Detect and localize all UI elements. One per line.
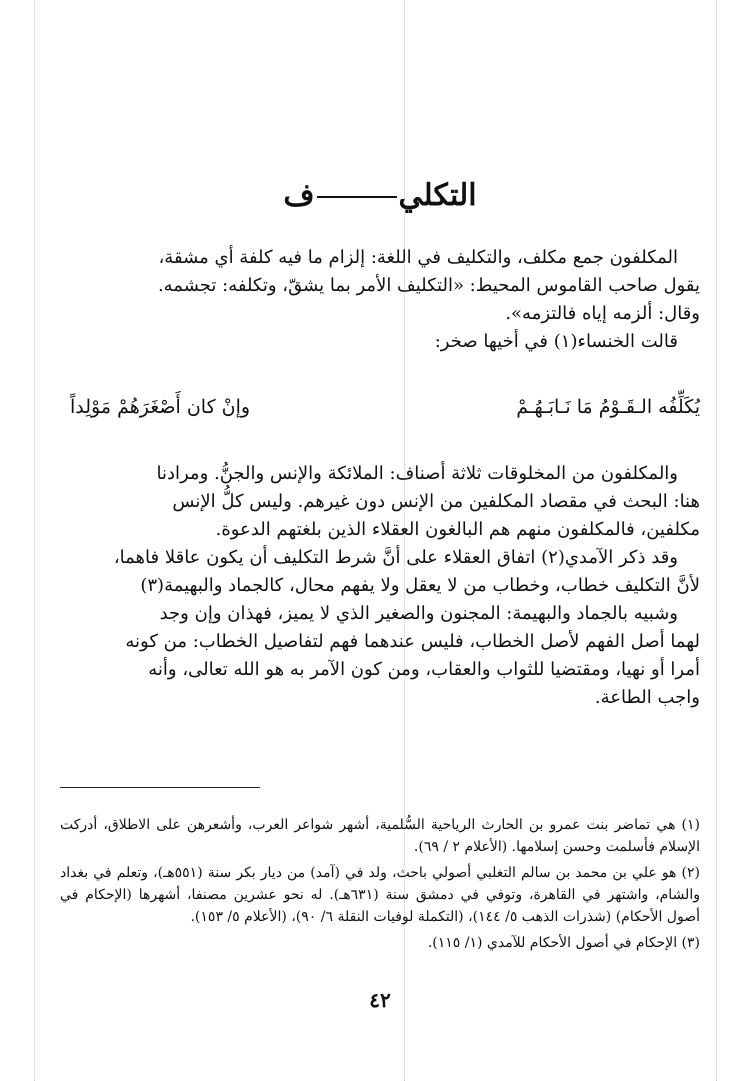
title-tatweel (317, 196, 397, 198)
verse-second-hemistich: وإنْ كان أَصْغَرَهُمْ مَوْلِداً (70, 396, 251, 418)
body-line: أمرا أو نهيا، ومقتضيا للثواب والعقاب، ومن كون الآمر به هو الله تعالى، وأنه (148, 659, 700, 680)
body-line: وقد ذكر الآمدي(٢) اتفاق العقلاء على أنَّ شرط التكليف أن يكون عاقلا فاهما، (113, 547, 678, 568)
body-line: وشبيه بالجماد والبهيمة: المجنون والصغير الذي لا يميز، فهذان وإن وجد (159, 603, 678, 624)
body-line: والمكلفون من المخلوقات ثلاثة أصناف: الملائكة والإنس والجنُّ. ومرادنا (156, 463, 678, 484)
book-page (60, 0, 700, 1081)
footnote: (١) هي تماضر بنت عمرو بن الحارث الرياحية السُّلمية، أشهر شواعر العرب، وأشعرهن على الاطلاق، أدركت الإسلام فأسلمت وحسن إسلامها. (الأعلام ٢ / ٦٩). (60, 817, 700, 855)
footnote: (٣) الإحكام في أصول الأحكام للآمدي (١/ ١١٥). (427, 935, 700, 951)
intro-paragraph (60, 244, 700, 356)
guide-line-right (716, 0, 717, 1081)
body-line: مكلفين، فالمكلفون منهم هم البالغون العقلاء الذين بلغتهم الدعوة. (215, 519, 700, 540)
chapter-title-part1: التكلي (398, 178, 477, 213)
page-number: ٤٢ (369, 988, 391, 1012)
guide-line-left (34, 0, 35, 1081)
intro-line: يقول صاحب القاموس المحيط: «التكليف الأمر بما يشقّ، وتكلفه: تجشمه. (157, 275, 700, 296)
chapter-title-part2: ف (283, 178, 315, 213)
verse-first-hemistich: يُكَلِّفُه الـقَـوْمُ مَا نَـابَـهُـمْ (516, 396, 700, 418)
body-line: لهما أصل الفهم لأصل الخطاب، فليس عندهما فهم لتفاصيل الخطاب: من كونه (125, 631, 700, 652)
body-line: واجب الطاعة. (594, 687, 700, 708)
chapter-title (60, 178, 700, 213)
footnote-separator (60, 787, 260, 788)
footnote: (٢) هو علي بن محمد بن سالم التغلبي أصولي باحث، ولد في (آمد) من ديار بكر سنة (٥٥١هـ)، وتعلم في بغداد والشام، واشتهر في القاهرة، وتوفي في دمشق سنة (٦٣١هـ). له نحو عشرين مصنفا، أشهرها (الإحكام في أصول الأحكام) (شذرات الذهب ٥/ ١٤٤)، (التكملة لوفيات النقلة ٦/ ٩٠)، (الأعلام ٥/ ١٥٣). (60, 865, 700, 925)
intro-line: قالت الخنساء(١) في أخيها صخر: (434, 331, 678, 352)
body-line: هنا: البحث في مقصاد المكلفين من الإنس دون غيرهم. وليس كلُّ الإنس (172, 491, 700, 512)
intro-line: المكلفون جمع مكلف، والتكليف في اللغة: إلزام ما فيه كلفة أي مشقة، (158, 247, 678, 268)
body-paragraphs (60, 460, 700, 712)
footnotes (60, 814, 700, 958)
intro-line: وقال: ألزمه إياه فالتزمه». (505, 303, 700, 324)
poetry-verse (60, 396, 700, 430)
body-line: لأنَّ التكليف خطاب، وخطاب من لا يعقل ولا يفهم محال، كالجماد والبهيمة(٣) (140, 575, 700, 596)
